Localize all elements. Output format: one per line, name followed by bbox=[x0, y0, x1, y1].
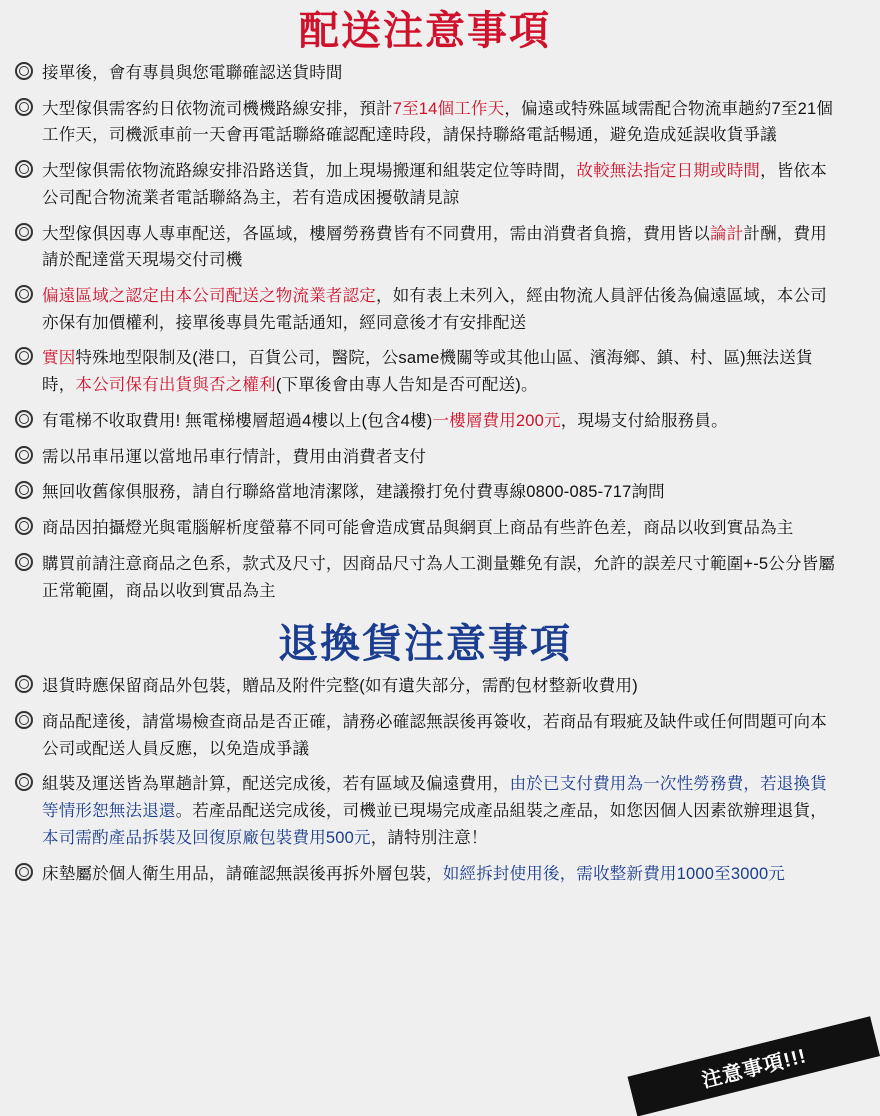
text-run: 組裝及運送皆為單趟計算，配送完成後，若有區域及偏遠費用， bbox=[42, 775, 510, 794]
bullet-circle-icon bbox=[14, 862, 36, 884]
bullet-circle-icon bbox=[14, 710, 36, 732]
list-item bbox=[14, 515, 836, 542]
list-item bbox=[14, 673, 836, 700]
list-item bbox=[14, 444, 836, 471]
list-item-text bbox=[42, 861, 836, 888]
emphasis-red: 本公司保有出貨與否之權利 bbox=[75, 376, 276, 395]
shipping-title: 配送注意事項 bbox=[299, 9, 551, 53]
text-run: ，現場支付給服務員。 bbox=[560, 411, 728, 430]
corner-badge-label: 注意事項!!! bbox=[628, 1016, 880, 1116]
list-item bbox=[14, 345, 836, 398]
text-run: 大型傢俱需依物流路線安排沿路送貨，加上現場搬運和組裝定位等時間， bbox=[42, 162, 577, 181]
text-run: 商品配達後，請當場檢查商品是否正確，請務必確認無誤後再簽收，若商品有瑕疵及缺件或任何問題可向本公司或配送人員反應，以免造成爭議 bbox=[42, 712, 827, 758]
list-item-text bbox=[42, 771, 836, 851]
list-item-text bbox=[42, 444, 836, 471]
list-item-text bbox=[42, 408, 836, 435]
list-item bbox=[14, 551, 836, 604]
text-run: (下單後會由專人告知是否可配送)。 bbox=[275, 376, 538, 395]
text-run: ，偏遠或特殊區域需配合物流車趟約7至21個工作天，司機派車前一天會再電話聯絡確認配達時段，請保持聯絡電話暢通，避免造成延誤收貨爭議 bbox=[42, 99, 834, 145]
bullet-circle-icon bbox=[14, 346, 36, 368]
text-run: 大型傢俱需客約日依物流司機機路線安排，預計 bbox=[42, 99, 393, 118]
list-item-text bbox=[42, 709, 836, 762]
emphasis-red: 故較無法指定日期或時間 bbox=[576, 162, 761, 181]
list-item-text bbox=[42, 283, 836, 336]
list-item-text bbox=[42, 673, 836, 700]
emphasis-red: 7至14個工作天 bbox=[392, 99, 505, 118]
bullet-circle-icon bbox=[14, 480, 36, 502]
text-run: 商品因拍攝燈光與電腦解析度螢幕不同可能會造成實品與網頁上商品有些許色差，商品以收到實品為主 bbox=[42, 519, 794, 538]
list-item bbox=[14, 709, 836, 762]
returns-title: 退換貨注意事項 bbox=[278, 622, 572, 667]
text-run: 需以吊車吊運以當地吊車行情計，費用由消費者支付 bbox=[42, 447, 427, 466]
bullet-circle-icon bbox=[14, 409, 36, 431]
list-item bbox=[14, 771, 836, 851]
emphasis-red: 一樓層費用200元 bbox=[432, 411, 561, 430]
bullet-circle-icon bbox=[14, 97, 36, 119]
bullet-circle-icon bbox=[14, 222, 36, 244]
section-shipping bbox=[14, 0, 836, 604]
text-run: ，如有表上未列入，經由物流人員評估後為偏遠區域，本公司亦保有加價權利，接單後專員先電話通知，經同意後才有安排配送 bbox=[42, 287, 827, 332]
bullet-circle-icon bbox=[14, 516, 36, 538]
text-run: 有電梯不收取費用! 無電梯樓層超過4樓以上(包含4樓) bbox=[42, 411, 433, 430]
list-item bbox=[14, 60, 836, 87]
list-item-text bbox=[42, 221, 836, 274]
list-item-text bbox=[42, 551, 836, 604]
text-run: 退貨時應保留商品外包裝，贈品及附件完整(如有遺失部分，需酌包材整新收費用) bbox=[42, 677, 638, 696]
list-item-text bbox=[42, 479, 836, 506]
corner-badge bbox=[670, 982, 850, 1093]
text-run: 購買前請注意商品之色系，款式及尺寸，因商品尺寸為人工測量難免有誤，允許的誤差尺寸範圍+-5公分皆屬正常範圍，商品以收到實品為主 bbox=[42, 554, 836, 600]
list-item bbox=[14, 283, 836, 336]
text-run: 床墊屬於個人衛生用品，請確認無誤後再拆外層包裝， bbox=[42, 864, 443, 883]
emphasis-blue: 由於已支付費用為一次性勞務費，若退換貨等情形恕無法退還 bbox=[42, 775, 827, 821]
bullet-circle-icon bbox=[14, 445, 36, 467]
bullet-circle-icon bbox=[14, 61, 36, 83]
list-item bbox=[14, 479, 836, 506]
text-run: 大型傢俱因專人專車配送，各區域，樓層勞務費皆有不同費用，需由消費者負擔，費用皆以 bbox=[42, 224, 710, 243]
list-item bbox=[14, 158, 836, 211]
list-item bbox=[14, 221, 836, 274]
list-item bbox=[14, 96, 836, 149]
emphasis-red: 實因 bbox=[42, 349, 76, 368]
list-item bbox=[14, 861, 836, 888]
bullet-circle-icon bbox=[14, 159, 36, 181]
bullet-circle-icon bbox=[14, 674, 36, 696]
emphasis-red: 偏遠區域之認定由本公司配送之物流業者認定 bbox=[42, 287, 376, 306]
text-run: 特殊地型限制及(港口，百貨公司，醫院，公same機關等或其他山區、濱海鄉、鎮、村、區)無法送貨時， bbox=[42, 349, 813, 395]
emphasis-blue: 本司需酌產品拆裝及回復原廠包裝費用500元 bbox=[42, 828, 371, 847]
list-item-text bbox=[42, 158, 836, 211]
shipping-list bbox=[14, 60, 836, 604]
emphasis-blue: 如經拆封使用後，需收整新費用1000至3000元 bbox=[442, 864, 786, 883]
list-item-text bbox=[42, 96, 836, 149]
list-item-text bbox=[42, 345, 836, 398]
section-returns bbox=[14, 613, 836, 887]
text-run: 無回收舊傢俱服務，請自行聯絡當地清潔隊，建議撥打免付費專線0800-085-717詢問 bbox=[42, 483, 665, 502]
text-run: 接單後，會有專員與您電聯確認送貨時間 bbox=[42, 64, 343, 82]
text-run: 。若產品配送完成後，司機並已現場完成產品組裝之產品，如您因個人因素欲辦理退貨， bbox=[175, 802, 827, 821]
list-item-text bbox=[42, 515, 836, 542]
bullet-circle-icon bbox=[14, 772, 36, 794]
list-item bbox=[14, 408, 836, 435]
bullet-circle-icon bbox=[14, 284, 36, 306]
list-item-text bbox=[42, 60, 836, 87]
text-run: ，皆依本公司配合物流業者電話聯絡為主，若有造成困擾敬請見諒 bbox=[42, 162, 827, 207]
bullet-circle-icon bbox=[14, 552, 36, 574]
emphasis-red: 論計 bbox=[710, 224, 744, 243]
returns-list bbox=[14, 673, 836, 887]
text-run: 計酬，費用請於配達當天現場交付司機 bbox=[42, 224, 827, 270]
text-run: ，請特別注意！ bbox=[370, 828, 488, 847]
